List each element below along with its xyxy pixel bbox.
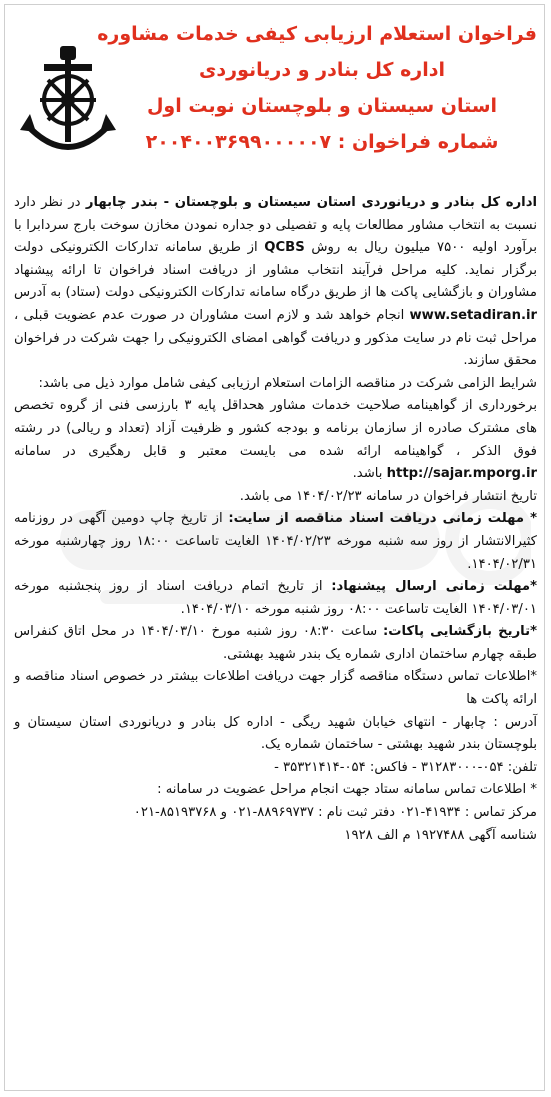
issuer-name: اداره کل بنادر و دریانوردی استان سیستان و بلوچستان - بندر چابهار <box>85 195 537 210</box>
certificate-text-2: باشد. <box>352 466 387 482</box>
submit-deadline-text: از تاریخ اتمام دریافت اسناد از روز پنجشنبه مورخه ۱۴۰۴/۰۳/۰۱ الغایت تاساعت ۰۸:۰۰ روز شنبه مورخه ۱۴۰۴/۰۳/۱۰. <box>14 579 537 617</box>
title-line-3: استان سیستان و بلوچستان نوبت اول <box>146 95 498 117</box>
intro-paragraph <box>14 192 537 373</box>
submit-deadline-label: *مهلت زمانی ارسال پیشنهاد: <box>331 579 537 595</box>
announcement-body <box>14 192 537 847</box>
announcement-title <box>97 16 537 160</box>
anchor-logo-icon <box>14 42 122 162</box>
header <box>0 0 551 190</box>
setad-link[interactable]: www.setadiran.ir <box>409 307 537 323</box>
intro-text-2: از طریق سامانه تدارکات الکترونیکی دولت برگزار نماید. کلیه مراحل فرآیند انتخاب مشاور از دریافت اسناد فراخوان تا ارائه پیشنهاد مشاوران و بازگشایی پاکت ها از طریق درگاه سامانه تدارکات الکترونیکی دولت (ستاد) به آدرس <box>14 240 537 301</box>
title-line-2: اداره کل بنادر و دریانوردی <box>198 59 446 81</box>
sajar-link[interactable]: http://sajar.mporg.ir <box>386 466 537 482</box>
qcbs-method: QCBS <box>264 240 305 256</box>
receive-deadline-label: * مهلت زمانی دریافت اسناد مناقصه از سایت: <box>228 511 537 527</box>
opening-label: *تاریخ بازگشایی پاکات: <box>382 624 537 640</box>
support-center: مرکز تماس : ۴۱۹۳۴-۰۲۱ دفتر ثبت نام : ۸۸۹۶۹۷۳۷-۰۲۱ و ۸۵۱۹۳۷۶۸-۰۲۱ <box>133 805 537 821</box>
ad-identifier: شناسه آگهی ۱۹۲۷۴۸۸ م الف ۱۹۲۸ <box>344 827 537 843</box>
receive-deadline-text: از تاریخ چاپ دومین آگهی در روزنامه کثیرالانتشار از روز سه شنبه مورخه ۱۴۰۴/۰۲/۲۳ الغایت تاساعت ۱۸:۰۰ روز چهارشنبه مورخه ۱۴۰۴/۰۲/۳۱. <box>14 511 537 572</box>
opening-text: ساعت ۰۸:۳۰ روز شنبه مورخ ۱۴۰۴/۰۳/۱۰ در محل اتاق کنفراس طبقه چهارم ساختمان اداری شماره یک بندر شهید بهشتی. <box>14 624 537 662</box>
publish-date: تاریخ انتشار فراخوان در سامانه ۱۴۰۴/۰۲/۲۳ می باشد. <box>239 488 537 504</box>
proposal-submit-deadline <box>14 576 537 621</box>
certificate-text-1: برخورداری از گواهینامه صلاحیت خدمات مشاور هحداقل پایه ۳ بارزسی فنی از گروه تخصص های مشترک صادره از سازمان برنامه و بودجه کشور و ظرفیت آزاد (تعداد و ریالی) در رشته فوق الذکر ، گواهینامه ارائه شده می بایست معتبر و قابل رهگیری در سامانه <box>14 398 537 459</box>
tender-number: شماره فراخوان : ۲۰۰۴۰۰۳۶۹۹۰۰۰۰۰۷ <box>145 131 499 153</box>
intro-text-3: انجام خواهد شد و لازم است مشاوران در صورت عدم عضویت قبلی ، مراحل ثبت نام در سایت مذکور و دریافت گواهی امضای الکترونیکی را جهت شرکت در فراخوان محقق سازند. <box>14 307 537 369</box>
intro-text-1: در نظر دارد نسبت به انتخاب مشاور مطالعات پایه و تفصیلی دو جداره نمودن مخازن سوخت بارج سردابرا با برآورد اولیه ۷۵۰۰ میلیون ریال به روش <box>14 195 537 256</box>
certificate-paragraph <box>14 395 537 485</box>
setad-contact-heading: * اطلاعات تماس سامانه ستاد جهت انجام مراحل عضویت در سامانه : <box>157 782 537 798</box>
document-receive-deadline <box>14 508 537 576</box>
conditions-heading: شرایط الزامی شرکت در مناقصه الزامات استعلام ارزیابی کیفی شامل موارد ذیل می باشد: <box>38 375 537 391</box>
envelope-opening <box>14 621 537 666</box>
address: آدرس : چابهار - انتهای خیابان شهید ریگی - اداره کل بنادر و دریانوردی استان سیستان و بلوچستان بندر شهید بهشتی - ساختمان شماره یک. <box>14 714 537 753</box>
title-line-1: فراخوان استعلام ارزیابی کیفی خدمات مشاوره <box>97 23 537 45</box>
phone-fax: تلفن: ۰۵۴-۳۱۲۸۳۰۰۰ - فاکس: ۰۵۴-۳۵۳۲۱۴۱۴ - <box>274 759 537 775</box>
contact-info: *اطلاعات تماس دستگاه مناقصه گزار جهت دریافت اطلاعات بیشتر در خصوص اسناد مناقصه و ارائه پاکت ها <box>14 669 537 708</box>
